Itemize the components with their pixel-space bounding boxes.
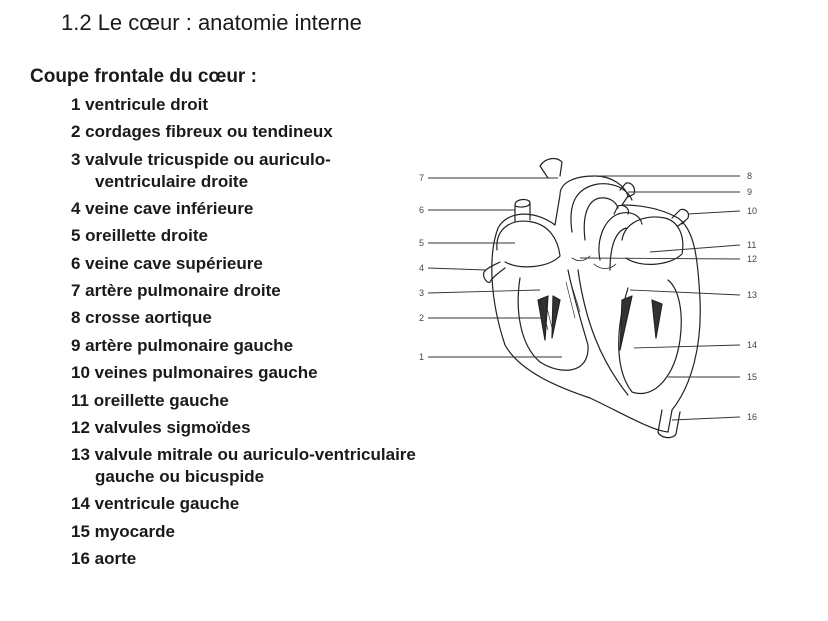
leader-line bbox=[630, 290, 740, 295]
diagram-label: 13 bbox=[747, 290, 758, 300]
diagram-label: 12 bbox=[747, 254, 758, 264]
leader-line bbox=[428, 268, 486, 270]
leader-line bbox=[672, 417, 740, 420]
diagram-label: 15 bbox=[747, 372, 758, 382]
legend-item-text: 3 valvule tricuspide ou auriculo- bbox=[71, 149, 331, 169]
legend-item-text: 10 veines pulmonaires gauche bbox=[71, 363, 318, 383]
mitral-valve bbox=[620, 296, 662, 350]
diagram-label: 3 bbox=[418, 288, 424, 298]
aortic-arch bbox=[571, 184, 632, 240]
diagram-label: 1 bbox=[418, 352, 424, 362]
diagram-label: 9 bbox=[747, 187, 753, 197]
leader-line bbox=[634, 345, 740, 348]
legend-item-text: 5 oreillette droite bbox=[71, 226, 208, 246]
diagram-label: 16 bbox=[747, 412, 758, 422]
legend-item-text: 12 valvules sigmoïdes bbox=[71, 417, 251, 437]
diagram-label: 2 bbox=[418, 313, 424, 323]
legend-item-text: 11 oreillette gauche bbox=[71, 390, 229, 410]
legend-item-text: 13 valvule mitrale ou auriculo-ventriculaire bbox=[71, 445, 416, 465]
slide-title: 1.2 Le cœur : anatomie interne bbox=[61, 10, 362, 35]
left-atrium bbox=[622, 217, 683, 264]
aortic-branch bbox=[540, 159, 562, 178]
legend-item-text: 4 veine cave inférieure bbox=[71, 198, 254, 218]
section-title: Coupe frontale du cœur : bbox=[30, 66, 257, 87]
leader-line bbox=[428, 290, 540, 293]
diagram-label: 7 bbox=[418, 173, 424, 183]
legend-item-text: 7 artère pulmonaire droite bbox=[71, 280, 281, 300]
legend-item-text: 15 myocarde bbox=[71, 521, 175, 541]
legend-item-text-continued: gauche ou bicuspide bbox=[95, 467, 265, 487]
chordae bbox=[540, 280, 580, 330]
legend-item-text: 14 ventricule gauche bbox=[71, 494, 240, 514]
legend-item-text: 2 cordages fibreux ou tendineux bbox=[71, 122, 333, 142]
diagram-label: 6 bbox=[418, 205, 424, 215]
diagram-label: 11 bbox=[747, 240, 757, 250]
diagram-label: 8 bbox=[747, 171, 753, 181]
diagram-label: 14 bbox=[747, 340, 758, 350]
diagram-label: 4 bbox=[418, 263, 424, 273]
legend-item-text: 8 crosse aortique bbox=[71, 308, 212, 328]
heart-outline bbox=[492, 176, 700, 432]
legend-item-text: 16 aorte bbox=[71, 549, 137, 569]
inferior-vena-cava bbox=[484, 262, 505, 282]
leader-line bbox=[688, 211, 740, 214]
legend-item-text: 1 ventricule droit bbox=[71, 95, 208, 114]
diagram-label: 5 bbox=[418, 238, 424, 248]
legend-item-text: 9 artère pulmonaire gauche bbox=[71, 335, 294, 355]
right-atrium bbox=[497, 221, 560, 267]
superior-vena-cava bbox=[515, 199, 530, 222]
legend-item-text: 6 veine cave supérieure bbox=[71, 253, 263, 273]
legend-item-text-continued: ventriculaire droite bbox=[95, 171, 249, 191]
diagram-label: 10 bbox=[747, 206, 758, 216]
leader-line bbox=[580, 258, 740, 259]
